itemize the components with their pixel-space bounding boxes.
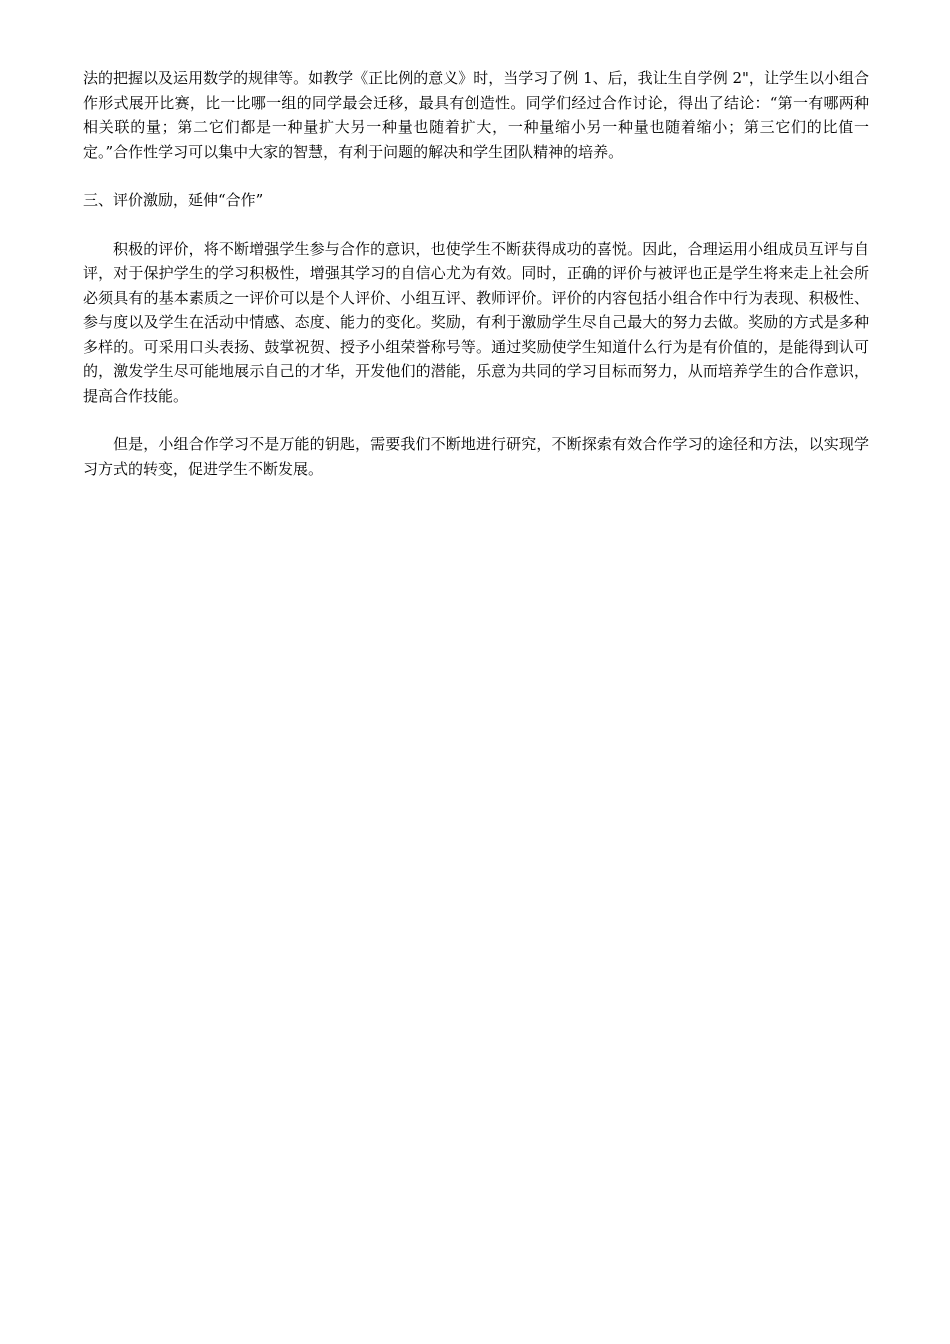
paragraph-evaluation: 积极的评价，将不断增强学生参与合作的意识，也使学生不断获得成功的喜悦。因此，合理运用小组成员互评与自评，对于保护学生的学习积极性，增强其学习的自信心尤为有效。同时，正确的评价与被评也正是学生将来走上社会所必须具有的基本素质之一评价可以是个人评价、小组互评、教师评价。评价的内容包括小组合作中行为表现、积极性、参与度以及学生在活动中情感、态度、能力的变化。奖励，有利于激励学生尽自己最大的努力去做。奖励的方式是多种多样的。可采用口头表扬、鼓掌祝贺、授予小组荣誉称号等。通过奖励使学生知道什么行为是有价值的，是能得到认可的，激发学生尽可能地展示自己的才华，开发他们的潜能，乐意为共同的学习目标而努力，从而培养学生的合作意识，提高合作技能。 <box>83 239 869 405</box>
paragraph-continuation: 法的把握以及运用数学的规律等。如教学《正比例的意义》时，当学习了例 1、后，我让生自学例 2"，让学生以小组合作形式展开比赛，比一比哪一组的同学最会迁移，最具有创造性。同学们经过合作讨论，得出了结论：“第一有哪两种相关联的量；第二它们都是一种量扩大另一种量也随着扩大，一种量缩小另一种量也随着缩小；第三它们的比值一定。”合作性学习可以集中大家的智慧，有利于问题的解决和学生团队精神的培养。 <box>83 69 869 161</box>
paragraph-conclusion: 但是，小组合作学习不是万能的钥匙，需要我们不断地进行研究，不断探索有效合作学习的途径和方法，以实现学习方式的转变，促进学生不断发展。 <box>83 435 869 478</box>
section-heading: 三、评价激励，延伸“合作” <box>83 191 264 209</box>
document-page <box>83 66 869 481</box>
